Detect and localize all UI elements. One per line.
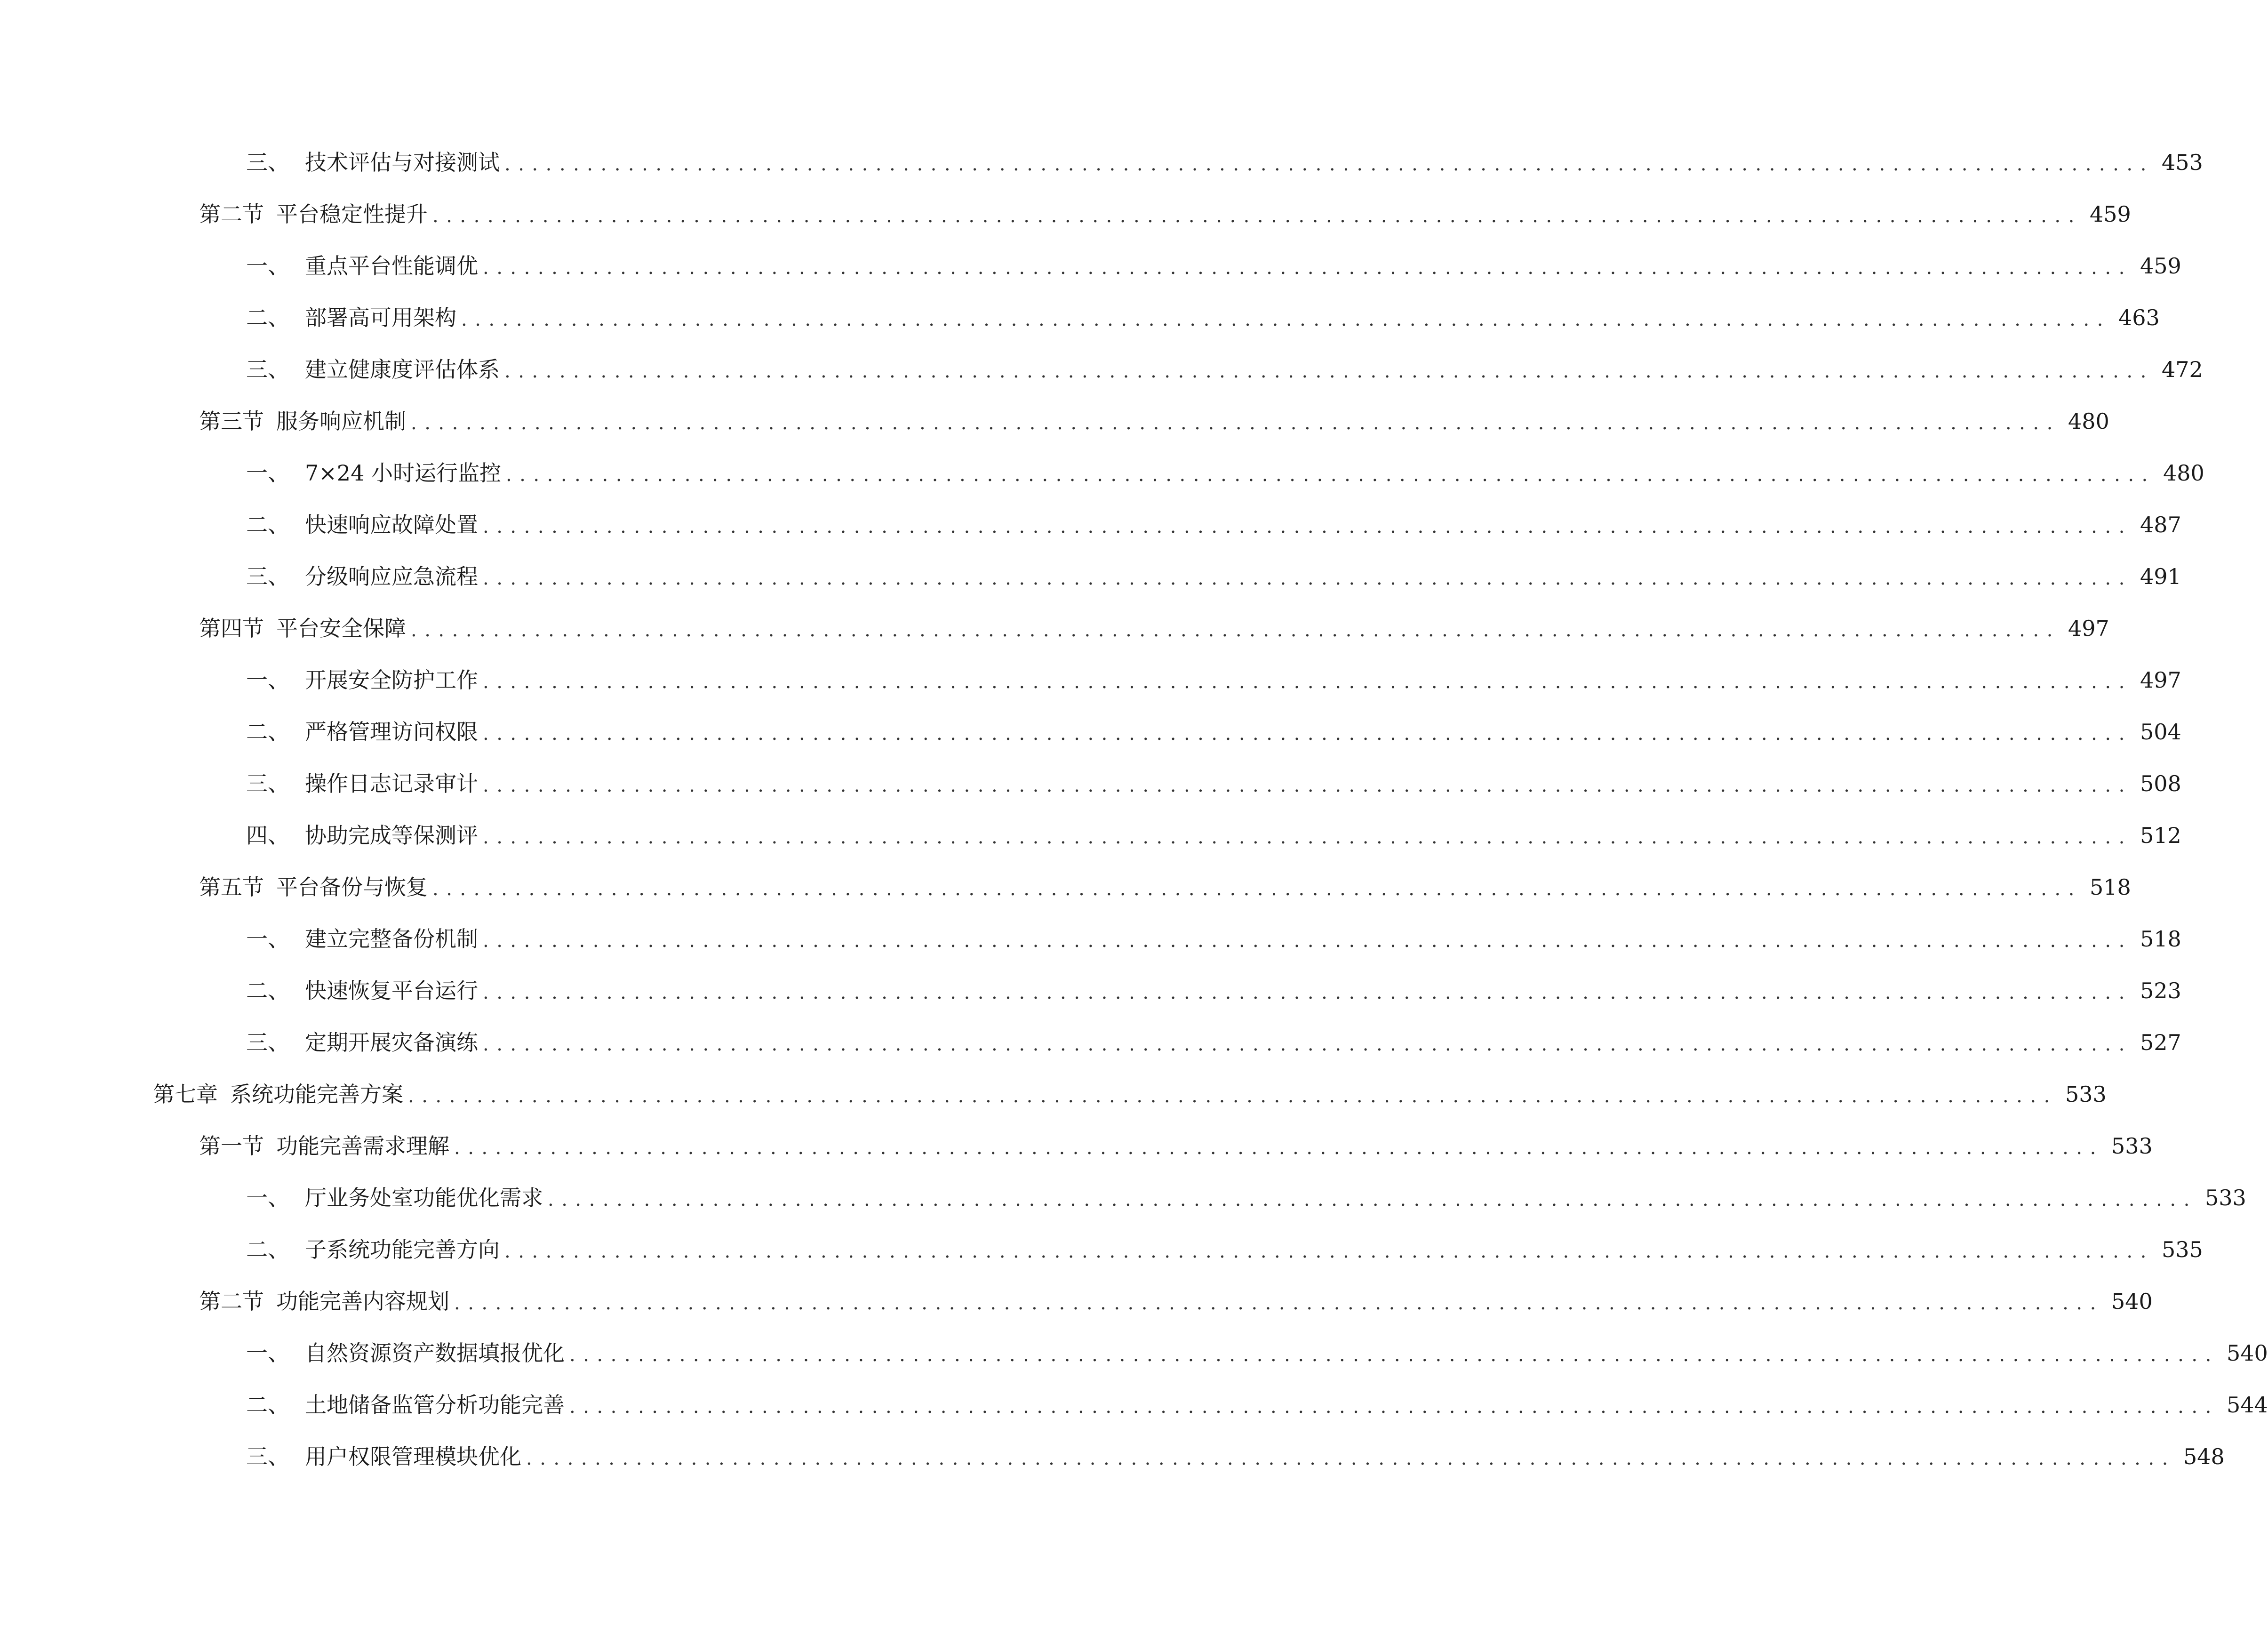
- toc-entry-title: 严格管理访问权限: [305, 719, 478, 745]
- toc-entry-title: 建立完整备份机制: [305, 926, 478, 952]
- toc-entry-label: [199, 1135, 449, 1157]
- toc-entry[interactable]: [0, 499, 2181, 551]
- toc-entry-label: [246, 566, 478, 587]
- toc-entry-number: 三、: [246, 771, 289, 796]
- toc-entry[interactable]: [0, 551, 2181, 602]
- toc-entry-number: 第四节: [199, 616, 264, 641]
- toc-entry[interactable]: [0, 602, 2109, 654]
- table-of-contents: [0, 136, 2268, 1483]
- toc-entry-number: 一、: [246, 1185, 289, 1210]
- toc-entry[interactable]: [0, 1379, 2268, 1431]
- toc-entry-number: 二、: [246, 1392, 289, 1418]
- toc-leader-dots: ........................................................................................................................: [483, 1034, 2132, 1055]
- toc-entry-number: 三、: [246, 150, 289, 175]
- toc-entry-title: 定期开展灾备演练: [305, 1030, 478, 1055]
- toc-entry-page-number: 480: [2068, 409, 2109, 434]
- toc-entry[interactable]: [0, 395, 2109, 447]
- toc-entry[interactable]: [0, 1224, 2203, 1275]
- toc-entry-title: 平台稳定性提升: [276, 201, 428, 227]
- toc-entry-number: 三、: [246, 1030, 289, 1055]
- toc-entry-number: 三、: [246, 357, 289, 382]
- toc-entry-page-number: 548: [2183, 1444, 2225, 1469]
- toc-entry[interactable]: [0, 809, 2181, 861]
- toc-entry-label: [199, 410, 406, 432]
- toc-entry-number: 一、: [246, 667, 289, 693]
- toc-entry-number: 一、: [246, 1340, 289, 1366]
- toc-entry-title: 快速恢复平台运行: [305, 978, 478, 1003]
- toc-leader-dots: ........................................................................................................................: [454, 1137, 2104, 1159]
- toc-entry-label: [246, 514, 478, 536]
- toc-entry-label: [246, 773, 478, 794]
- toc-leader-dots: ........................................................................................................................: [504, 1241, 2154, 1262]
- toc-entry[interactable]: [0, 913, 2181, 965]
- toc-entry-page-number: 533: [2065, 1082, 2107, 1107]
- toc-entry[interactable]: [0, 1327, 2268, 1379]
- toc-entry-number: 二、: [246, 512, 289, 537]
- toc-entry-title: 用户权限管理模块优化: [305, 1444, 521, 1469]
- toc-leader-dots: ........................................................................................................................: [408, 1085, 2058, 1107]
- toc-entry-page-number: 497: [2068, 616, 2109, 641]
- toc-entry-number: 一、: [246, 926, 289, 952]
- toc-entry-page-number: 523: [2140, 978, 2181, 1003]
- toc-leader-dots: ........................................................................................................................: [483, 826, 2132, 848]
- toc-entry-label: [246, 462, 501, 484]
- toc-leader-dots: ........................................................................................................................: [411, 619, 2060, 641]
- toc-entry-number: 第二节: [199, 1289, 264, 1314]
- toc-entry-page-number: 497: [2140, 667, 2181, 693]
- toc-entry-title: 重点平台性能调优: [305, 253, 478, 279]
- toc-entry-number: 第五节: [199, 874, 264, 900]
- toc-leader-dots: ........................................................................................................................: [504, 153, 2154, 175]
- toc-entry[interactable]: [0, 136, 2203, 188]
- toc-leader-dots: ........................................................................................................................: [483, 671, 2132, 693]
- toc-entry-page-number: 533: [2204, 1185, 2246, 1210]
- toc-entry-number: 一、: [246, 460, 289, 486]
- toc-entry-number: 第七章: [153, 1082, 218, 1107]
- toc-entry[interactable]: [0, 965, 2181, 1017]
- toc-leader-dots: ........................................................................................................................: [483, 723, 2132, 745]
- toc-entry-number: 第二节: [199, 201, 264, 227]
- toc-entry-page-number: 518: [2140, 926, 2181, 952]
- toc-entry-label: [246, 359, 500, 380]
- toc-entry-label: [199, 1290, 449, 1312]
- toc-entry-page-number: 533: [2111, 1133, 2153, 1159]
- toc-leader-dots: ........................................................................................................................: [454, 1292, 2104, 1314]
- toc-entry-label: [246, 669, 478, 691]
- toc-entry-page-number: 512: [2140, 823, 2181, 848]
- toc-entry-number: 三、: [246, 564, 289, 589]
- toc-entry-page-number: 540: [2111, 1289, 2153, 1314]
- toc-entry-title: 子系统功能完善方向: [305, 1237, 500, 1262]
- toc-entry-title: 土地储备监管分析功能完善: [305, 1392, 565, 1418]
- toc-leader-dots: ........................................................................................................................: [504, 361, 2154, 382]
- toc-entry-number: 二、: [246, 1237, 289, 1262]
- toc-leader-dots: ........................................................................................................................: [505, 464, 2156, 486]
- toc-entry-title: 平台安全保障: [276, 616, 406, 641]
- toc-entry-label: [199, 203, 428, 225]
- toc-entry-page-number: 463: [2118, 305, 2160, 330]
- toc-entry-page-number: 535: [2161, 1237, 2203, 1262]
- toc-entry-page-number: 459: [2089, 201, 2131, 227]
- toc-entry-label: [246, 928, 478, 950]
- toc-entry-page-number: 544: [2226, 1392, 2268, 1418]
- toc-entry[interactable]: [0, 1172, 2246, 1224]
- toc-entry-number: 四、: [246, 823, 289, 848]
- toc-entry[interactable]: [0, 1017, 2181, 1068]
- toc-leader-dots: ........................................................................................................................: [483, 516, 2132, 537]
- toc-entry-title: 部署高可用架构: [305, 305, 456, 330]
- toc-leader-dots: ........................................................................................................................: [483, 568, 2132, 589]
- toc-entry-title: 功能完善需求理解: [276, 1133, 449, 1159]
- toc-entry[interactable]: [0, 344, 2203, 395]
- toc-entry-title: 服务响应机制: [276, 409, 406, 434]
- toc-entry-page-number: 491: [2140, 564, 2181, 589]
- toc-entry-page-number: 453: [2161, 150, 2203, 175]
- toc-entry-title: 厅业务处室功能优化需求: [305, 1185, 543, 1210]
- toc-entry-label: [246, 255, 478, 277]
- toc-entry-label: [153, 1083, 403, 1105]
- toc-entry-title: 操作日志记录审计: [305, 771, 478, 796]
- toc-entry[interactable]: [0, 654, 2181, 706]
- toc-entry-label: [246, 152, 500, 173]
- toc-leader-dots: ........................................................................................................................: [569, 1344, 2219, 1366]
- toc-leader-dots: ........................................................................................................................: [483, 257, 2132, 279]
- toc-entry-number: 二、: [246, 978, 289, 1003]
- toc-entry-page-number: 540: [2226, 1340, 2268, 1366]
- toc-leader-dots: ........................................................................................................................: [461, 309, 2111, 330]
- toc-entry-number: 第三节: [199, 409, 264, 434]
- toc-leader-dots: ........................................................................................................................: [548, 1189, 2197, 1210]
- toc-entry-label: [246, 1032, 478, 1053]
- toc-entry-page-number: 527: [2140, 1030, 2181, 1055]
- toc-entry-number: 二、: [246, 719, 289, 745]
- toc-entry-label: [199, 617, 406, 639]
- toc-leader-dots: ........................................................................................................................: [483, 982, 2132, 1003]
- toc-entry-page-number: 504: [2140, 719, 2181, 745]
- toc-entry-title: 分级响应应急流程: [305, 564, 478, 589]
- toc-entry-label: [246, 1239, 500, 1260]
- toc-entry-title: 建立健康度评估体系: [305, 357, 500, 382]
- toc-leader-dots: ........................................................................................................................: [569, 1396, 2219, 1418]
- toc-entry-label: [246, 825, 478, 846]
- toc-entry-number: 第一节: [199, 1133, 264, 1159]
- toc-entry-page-number: 518: [2089, 874, 2131, 900]
- toc-entry-title: 开展安全防护工作: [305, 667, 478, 693]
- toc-entry[interactable]: [0, 1068, 2107, 1120]
- toc-entry-label: [246, 307, 456, 329]
- toc-entry-label: [246, 1187, 543, 1209]
- toc-entry-title: 协助完成等保测评: [305, 823, 478, 848]
- toc-leader-dots: ........................................................................................................................: [411, 412, 2060, 434]
- toc-entry-page-number: 480: [2163, 460, 2204, 486]
- toc-entry-page-number: 459: [2140, 253, 2181, 279]
- toc-entry-number: 三、: [246, 1444, 289, 1469]
- toc-entry-label: [246, 1342, 565, 1364]
- toc-leader-dots: ........................................................................................................................: [483, 775, 2132, 796]
- toc-entry[interactable]: [0, 706, 2181, 758]
- toc-entry-number: 一、: [246, 253, 289, 279]
- toc-leader-dots: ........................................................................................................................: [483, 930, 2132, 952]
- toc-entry-title: 系统功能完善方案: [230, 1082, 403, 1107]
- toc-leader-dots: ........................................................................................................................: [432, 878, 2082, 900]
- toc-entry-page-number: 472: [2161, 357, 2203, 382]
- toc-entry[interactable]: [0, 758, 2181, 809]
- toc-entry-label: [246, 1394, 565, 1416]
- toc-entry-title: 平台备份与恢复: [276, 874, 428, 900]
- toc-entry-label: [246, 721, 478, 743]
- toc-entry-number: 二、: [246, 305, 289, 330]
- toc-entry[interactable]: [0, 240, 2181, 292]
- toc-entry-title: 快速响应故障处置: [305, 512, 478, 537]
- toc-entry-title: 技术评估与对接测试: [305, 150, 500, 175]
- toc-entry[interactable]: [0, 447, 2204, 499]
- toc-entry[interactable]: [0, 188, 2131, 240]
- toc-entry-page-number: 508: [2140, 771, 2181, 796]
- toc-entry-label: [199, 876, 428, 898]
- toc-entry-page-number: 487: [2140, 512, 2181, 537]
- toc-leader-dots: ........................................................................................................................: [432, 205, 2082, 227]
- toc-entry[interactable]: [0, 1120, 2153, 1172]
- toc-entry-label: [246, 1446, 521, 1467]
- toc-leader-dots: ........................................................................................................................: [526, 1448, 2176, 1469]
- toc-entry[interactable]: [0, 292, 2160, 344]
- toc-entry-title: 7×24 小时运行监控: [305, 460, 501, 486]
- toc-entry-label: [246, 980, 478, 1002]
- toc-entry[interactable]: [0, 861, 2131, 913]
- toc-entry-title: 自然资源资产数据填报优化: [305, 1340, 565, 1366]
- toc-entry-title: 功能完善内容规划: [276, 1289, 449, 1314]
- toc-entry[interactable]: [0, 1275, 2153, 1327]
- toc-entry[interactable]: [0, 1431, 2225, 1483]
